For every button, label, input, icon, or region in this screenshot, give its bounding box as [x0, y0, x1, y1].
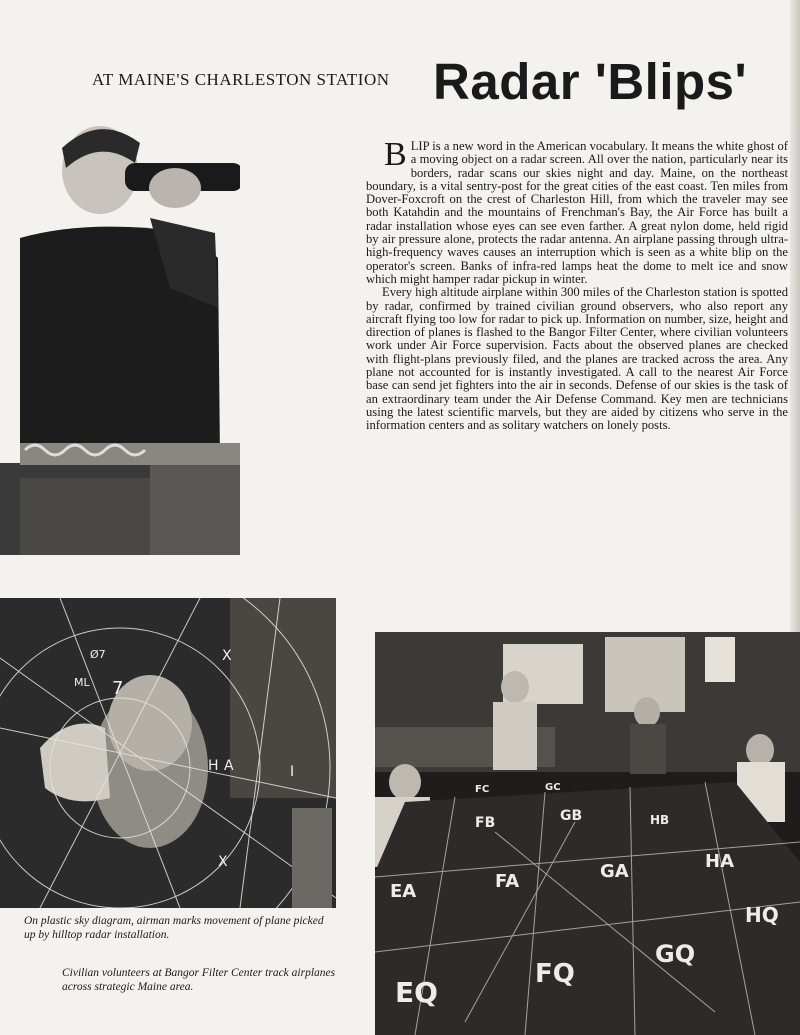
map-label-gb: GB — [560, 808, 583, 824]
diagram-label-7: 7 — [112, 678, 124, 699]
map-label-ha: HA — [705, 851, 734, 872]
map-label-gq: GQ — [655, 940, 696, 968]
filter-center-photo — [375, 632, 800, 1035]
map-label-fq: FQ — [535, 959, 575, 989]
diagram-label-i: I — [290, 764, 295, 780]
map-label-ga: GA — [600, 861, 629, 882]
map-label-gc: GC — [545, 782, 561, 793]
diagram-label-ml: ML — [74, 676, 90, 689]
sky-diagram-caption: On plastic sky diagram, airman marks movement of plane picked up by hilltop radar installation. — [24, 915, 324, 941]
article-paragraph-2: Every high altitude airplane within 300 miles of the Charleston station is spotted by radar, confirmed by trained civilian ground observers, who also report any aircraft flying too low for radar to pick up. Information on number, size, height and direction of planes is flashed to the Bangor Filter Center, where civilian volunteers work under Air Force supervision. Facts about the observed planes are checked with flight-plans previously filed, and the planes are tracked across the area. Any plane not accounted for is instantly investigated. A call to the nearest Air Force base can send jet fighters into the air in seconds. Defense of our skies is the task of an extraordinary team under the Air Defense Command. Key men are technicians using the latest scientific marvels, but they are aided by citizens who serve in the information centers and as solitary watchers on lonely posts. — [366, 285, 788, 433]
diagram-label-x2: X — [218, 854, 228, 870]
sky-diagram-photo — [0, 598, 336, 908]
drop-cap: B — [384, 136, 407, 173]
paragraph-1-text: LIP is a new word in the American vocabulary. It means the white ghost of a moving object on a radar screen. All over the nation, particularly near its borders, radar scans our skies night and day. Maine, on the northeast boundary, is a vital sentry-post for the great cities of the east coast. Ten miles from Dover-Foxcroft on the crest of Charleston Hill, from which the traveler may see both Katahdin and the mountains of Frenchman's Bay, the Air Force has built a radar installation whose eyes can see even farther. A great nylon dome, held rigid by air pressure alone, protects the radar antenna. An airplane passing through ultra-high-frequency waves causes an interruption which is seen as a white blip on the operator's screen. Banks of infra-red lamps heat the dome to melt ice and snow which might hamper radar pickup in winter. — [366, 139, 788, 286]
diagram-label-x1: X — [222, 648, 232, 664]
map-label-hb: HB — [650, 813, 670, 827]
diagram-label-07: Ø7 — [90, 648, 106, 661]
article-body — [366, 136, 788, 433]
map-label-fc: FC — [475, 784, 490, 795]
map-label-hq: HQ — [745, 903, 779, 927]
diagram-label-a: A — [224, 758, 234, 774]
binoculars-photo — [0, 108, 240, 555]
headline: Radar 'Blips' — [433, 53, 748, 110]
kicker-heading: AT MAINE'S CHARLESTON STATION — [92, 70, 390, 89]
map-label-fa: FA — [495, 871, 520, 892]
filter-center-caption: Civilian volunteers at Bangor Filter Center track airplanes across strategic Maine area. — [62, 967, 336, 993]
map-label-fb: FB — [475, 815, 496, 831]
map-label-ea: EA — [390, 881, 417, 902]
diagram-label-h: H — [208, 758, 219, 774]
article-paragraph-1 — [366, 136, 788, 286]
map-label-eq: EQ — [395, 976, 438, 1009]
